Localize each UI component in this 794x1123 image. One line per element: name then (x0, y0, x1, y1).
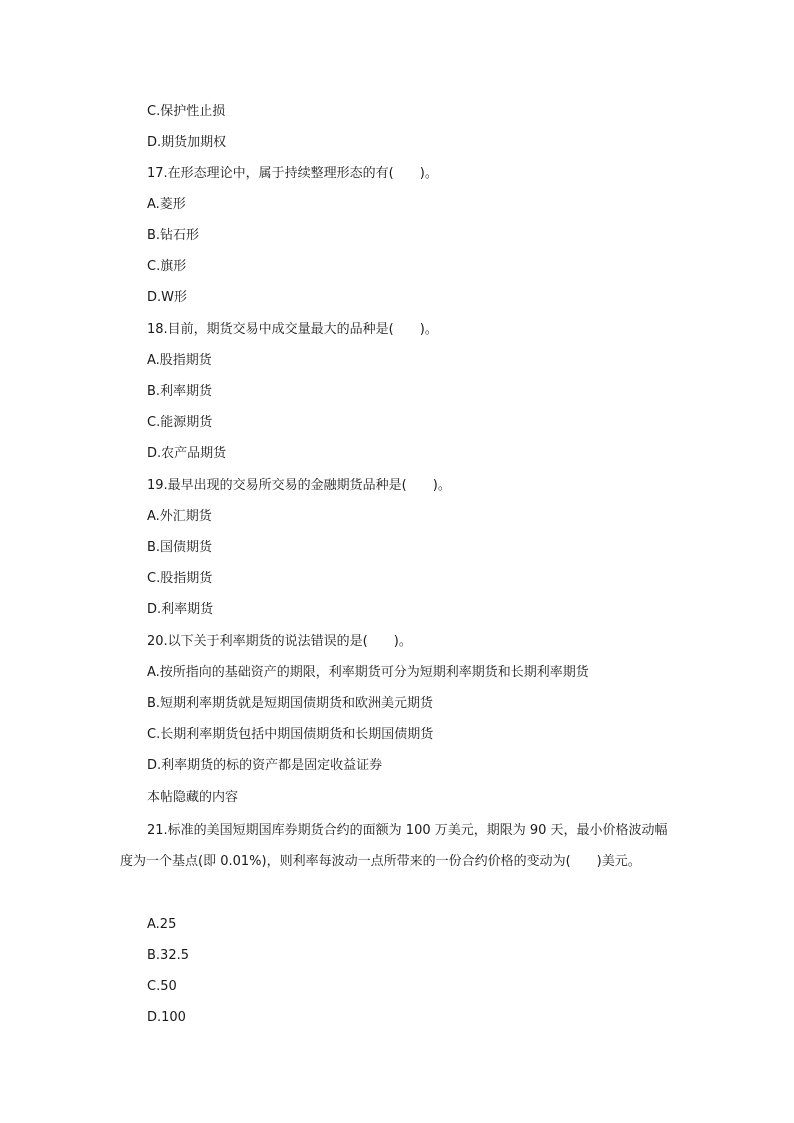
q17-option-b: B.钻石形 (147, 228, 200, 243)
q19-option-a: A.外汇期货 (147, 509, 212, 524)
q21-option-b: B.32.5 (147, 948, 189, 963)
q20-option-b: B.短期利率期货就是短期国债期货和欧洲美元期货 (147, 696, 434, 711)
q19-option-d: D.利率期货 (147, 602, 214, 617)
q19-option-c: C.股指期货 (147, 571, 213, 586)
q20-option-d: D.利率期货的标的资产都是固定收益证券 (147, 758, 383, 773)
q21-option-c: C.50 (147, 979, 177, 994)
q20-option-c: C.长期利率期货包括中期国债期货和长期国债期货 (147, 727, 434, 742)
q18-option-c: C.能源期货 (147, 415, 213, 430)
question-19: 19.最早出现的交易所交易的金融期货品种是( )。 (147, 478, 451, 493)
q19-option-b: B.国债期货 (147, 540, 213, 555)
q17-option-a: A.菱形 (147, 197, 186, 212)
q17-option-d: D.W形 (147, 290, 187, 305)
option-c-protective-stop: C.保护性止损 (147, 104, 226, 119)
question-18: 18.目前，期货交易中成交量最大的品种是( )。 (147, 322, 438, 337)
q21-option-a: A.25 (147, 917, 177, 932)
question-17: 17.在形态理论中，属于持续整理形态的有( )。 (147, 166, 438, 181)
q17-option-c: C.旗形 (147, 259, 187, 274)
question-20: 20.以下关于利率期货的说法错误的是( )。 (147, 634, 412, 649)
q20-option-a: A.按所指向的基础资产的期限，利率期货可分为短期利率期货和长期利率期货 (147, 665, 589, 680)
q18-option-b: B.利率期货 (147, 384, 213, 399)
q18-option-a: A.股指期货 (147, 353, 212, 368)
question-21: 21.标准的美国短期国库券期货合约的面额为 100 万美元，期限为 90 天，最小价格波动幅度为一个基点(即 0.01%)，则利率每波动一点所带来的一份合约价格的变动为( )美元。 (120, 823, 668, 869)
q18-option-d: D.农产品期货 (147, 446, 227, 461)
q21-option-d: D.100 (147, 1010, 186, 1025)
option-d-futures-plus-options: D.期货加期权 (147, 135, 227, 150)
hidden-content-label: 本帖隐藏的内容 (147, 790, 239, 805)
